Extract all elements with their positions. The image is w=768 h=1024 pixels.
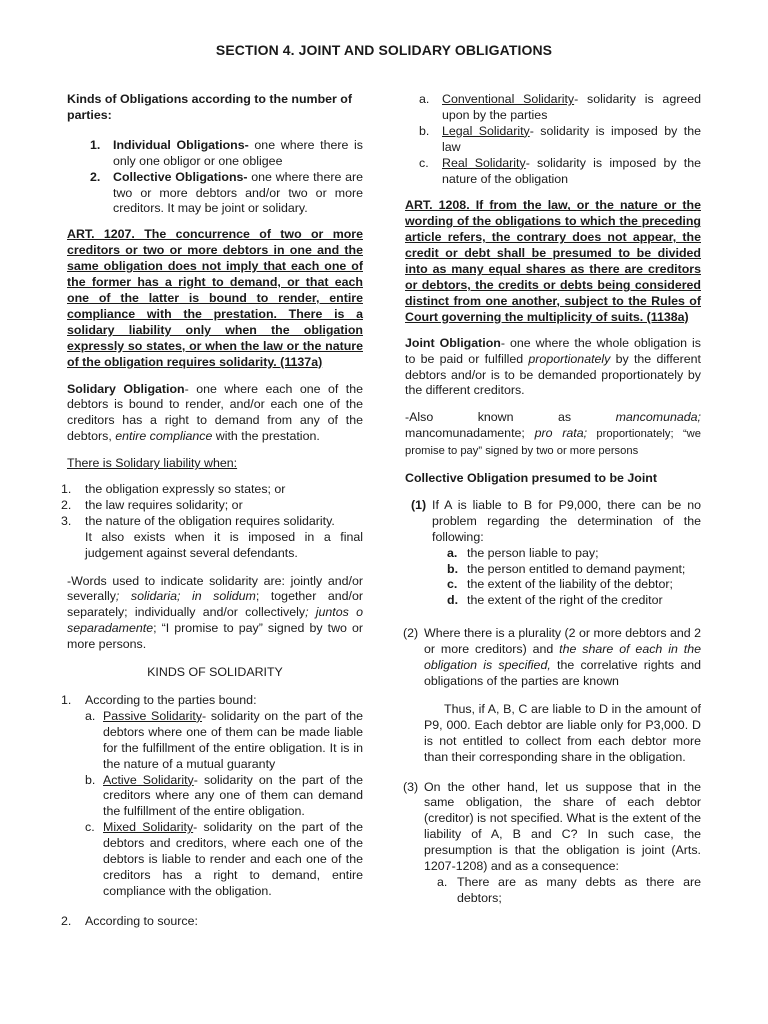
list-item: 2. the law requires solidarity; or	[61, 497, 243, 512]
article-1207: ART. 1207. The concurrence of two or more creditors or two or more debtors in one and the same obligation does not imply that each one of the former has a right to demand, or that each one of the latter is bound to render, entire compliance with the prestation. There is a solidary liability only when the obligation expressly so states, or when the law or the nature of the obligation requires solidarity. (1137a)	[67, 227, 363, 369]
list-item: 1. According to the parties bound:	[61, 693, 257, 707]
liability-list	[61, 482, 363, 562]
right-column	[405, 92, 701, 907]
determination-list	[447, 546, 701, 610]
presumption-item-3: (3) On the other hand, let us suppose that in the same obligation, the share of each debtor (creditor) is not specified. What is the extent of the liability of A, B and C? In such case, the presumption is that the obligation is joint (Arts. 1207-1208) and as a consequence: a. There are as many debts as there are debtors;	[403, 779, 701, 905]
parties-bound-section	[61, 693, 363, 930]
list-item: b. Legal Solidarity- solidarity is imposed by the law	[419, 123, 701, 154]
final-judgement-note: It also exists when it is imposed in a final judgement against several defendants.	[85, 529, 363, 560]
solidarity-words: -Words used to indicate solidarity are: jointly and/or severally; solidaria; in solidum; together and/or separately; individually and/or collectively; juntos o separadamente; “I promise to pay” signed by two or more persons.	[67, 573, 363, 652]
list-item: c. the extent of the liability of the debtor;	[447, 577, 673, 592]
solidary-obligation-definition: Solidary Obligation- one where each one of the debtors is bound to render, and/or each one of the creditors has a right to demand from any of the debtors, entire compliance with the prestation.	[67, 381, 363, 444]
list-item: b. the person entitled to demand payment;	[447, 561, 686, 576]
list-item: c. Real Solidarity- solidarity is imposed by the nature of the obligation	[419, 155, 701, 186]
section-title: SECTION 4. JOINT AND SOLIDARY OBLIGATIONS	[215, 42, 553, 58]
list-item: 2. Collective Obligations- one where there are two or more debtors and/or two or more creditors. It may be joint or solidary.	[90, 169, 363, 216]
source-list	[419, 92, 701, 187]
article-1208: ART. 1208. If from the law, or the nature or the wording of the obligations to which the preceding article refers, the contrary does not appear, the credit or debt shall be presumed to be divided into as many equal shares as there are creditors or debtors, the credits or debts being considered distinct from one another, subject to the Rules of Court governing the multiplicity of suits. (1138a)	[405, 198, 701, 324]
parties-bound-list	[85, 709, 363, 900]
example-paragraph: Thus, if A, B, C are liable to D in the amount of P9, 000. Each debtor are liable only for P3,000. D is not entitled to collect from each debtor more than their corresponding share in the obligation.	[424, 701, 701, 764]
list-item: a. the person liable to pay;	[447, 545, 599, 560]
presumed-joint-heading: Collective Obligation presumed to be Joint	[405, 471, 657, 486]
list-item: a. Conventional Solidarity- solidarity is agreed upon by the parties	[419, 92, 702, 122]
presumption-item-2: (2) Where there is a plurality (2 or more debtors and 2 or more creditors) and the share of each in the obligation is specified, the correlative rights and obligations of the parties are known Thus, if A, B, C are liable to D in the amount of P9, 000. Each debtor are liable only for P3,000. D is not entitled to collect from each debtor more than their corresponding share in the obligation.	[403, 626, 701, 764]
list-item: 2. According to source:	[61, 913, 198, 928]
list-item: d. the extent of the right of the creditor	[447, 593, 663, 608]
list-item: a. Passive Solidarity- solidarity on the part of the debtors where one of them can be made liable for the fulfillment of the entire obligation. It is in the nature of a mutual guaranty	[85, 708, 363, 771]
consequence-list	[437, 875, 701, 907]
kinds-of-solidarity-heading: KINDS OF SOLIDARITY	[147, 665, 283, 680]
left-column	[61, 92, 363, 930]
presumption-item-1: (1) If A is liable to B for P9,000, there can be no problem regarding the determination of the following: a. the person liable to pay; b. the person entitled to demand payment; c. the extent of the liability of the debtor; d. the extent of the right of the creditor	[411, 497, 701, 608]
list-item: c. Mixed Solidarity- solidarity on the part of the debtors and creditors, where each one of the debtors is liable to render and each one of the creditors has a right to demand, entire compliance with the obligation.	[85, 820, 363, 898]
list-item: 1. the obligation expressly so states; or	[61, 482, 286, 497]
solidary-liability-heading: There is Solidary liability when:	[67, 456, 238, 471]
list-item: b. Active Solidarity- solidarity on the part of the creditors where any one of them can demand the fulfillment of the entire obligation.	[85, 772, 363, 819]
also-known-as: -Also known as mancomunada; mancomunadamente; pro rata; proportionately; “we promise to pay” signed by two or more persons	[405, 410, 701, 458]
joint-obligation-definition: Joint Obligation- one where the whole obligation is to be paid or fulfilled proportionately by the different debtors and/or is to be demanded proportionately by the different creditors.	[405, 335, 701, 398]
list-item: a. There are as many debts as there are debtors;	[437, 874, 701, 905]
kinds-list	[90, 138, 363, 218]
list-item: 1. Individual Obligations- one where there is only one obligor or one obligee	[90, 137, 363, 168]
list-item: 3. the nature of the obligation requires solidarity.	[61, 513, 335, 528]
kinds-heading: Kinds of Obligations according to the number of parties:	[67, 92, 352, 122]
